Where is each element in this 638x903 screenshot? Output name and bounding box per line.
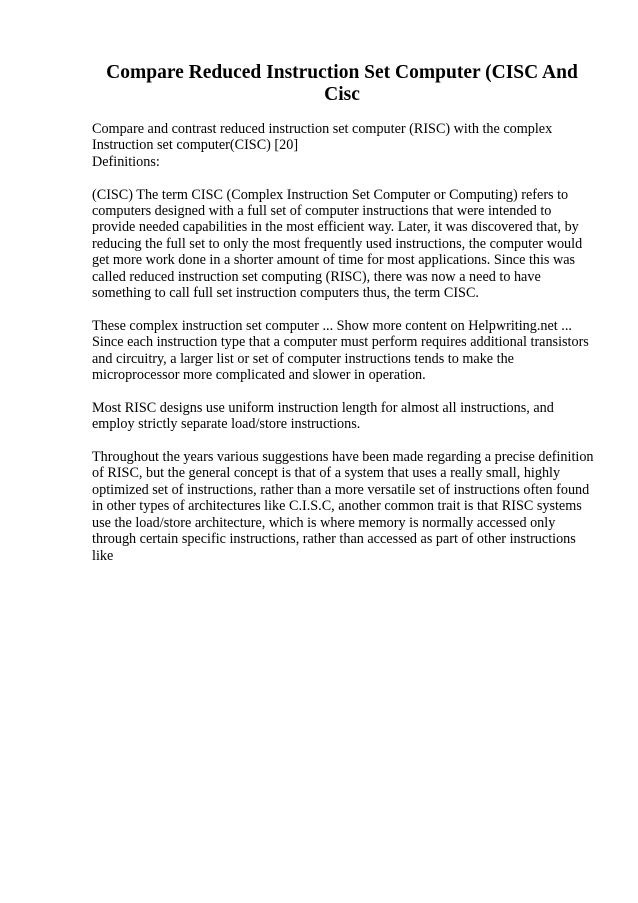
paragraph-risc-definition: Throughout the years various suggestions have been made regarding a precise definition of RISC, but the general concept is that of a system that uses a really small, highly optimized set of instructions, rather than a more versatile set of instructions often found in other types of architectures like C.I.S.C, another common trait is that RISC systems use the load/store architecture, which is where memory is normally accessed only through certain specific instructions, rather than accessed as part of other instructions like [92, 449, 594, 564]
definitions-label: Definitions: [92, 153, 160, 170]
intro-line: Compare and contrast reduced instruction set computer (RISC) with the complex Instruction set computer(CISC) [20] [92, 121, 553, 154]
document-body [92, 121, 597, 580]
paragraph-risc-designs: Most RISC designs use uniform instruction length for almost all instructions, and employ strictly separate load/store instructions. [92, 399, 554, 433]
paragraph-cisc-definition: (CISC) The term CISC (Complex Instruction Set Computer or Computing) refers to computers designed with a full set of computer instructions that were intended to provide needed capabilities in the most efficient way. Later, it was discovered that, by reducing the full set to only the most frequently used instructions, the computer would get more work done in a shorter amount of time for most applications. Since this was called reduced instruction set computing (RISC), there was now a need to have something to call full set instruction computers thus, the term CISC. [92, 186, 583, 302]
paragraph-complex-instruction-set: These complex instruction set computer ... Show more content on Helpwriting.net ... Since each instruction type that a computer must perform requires additional transistors and circuitry, a larger list or set of computer instructions tends to make the microprocessor more complicated and slower in operation. [92, 317, 589, 384]
document-title: Compare Reduced Instruction Set Computer (CISC And Cisc [106, 62, 578, 105]
